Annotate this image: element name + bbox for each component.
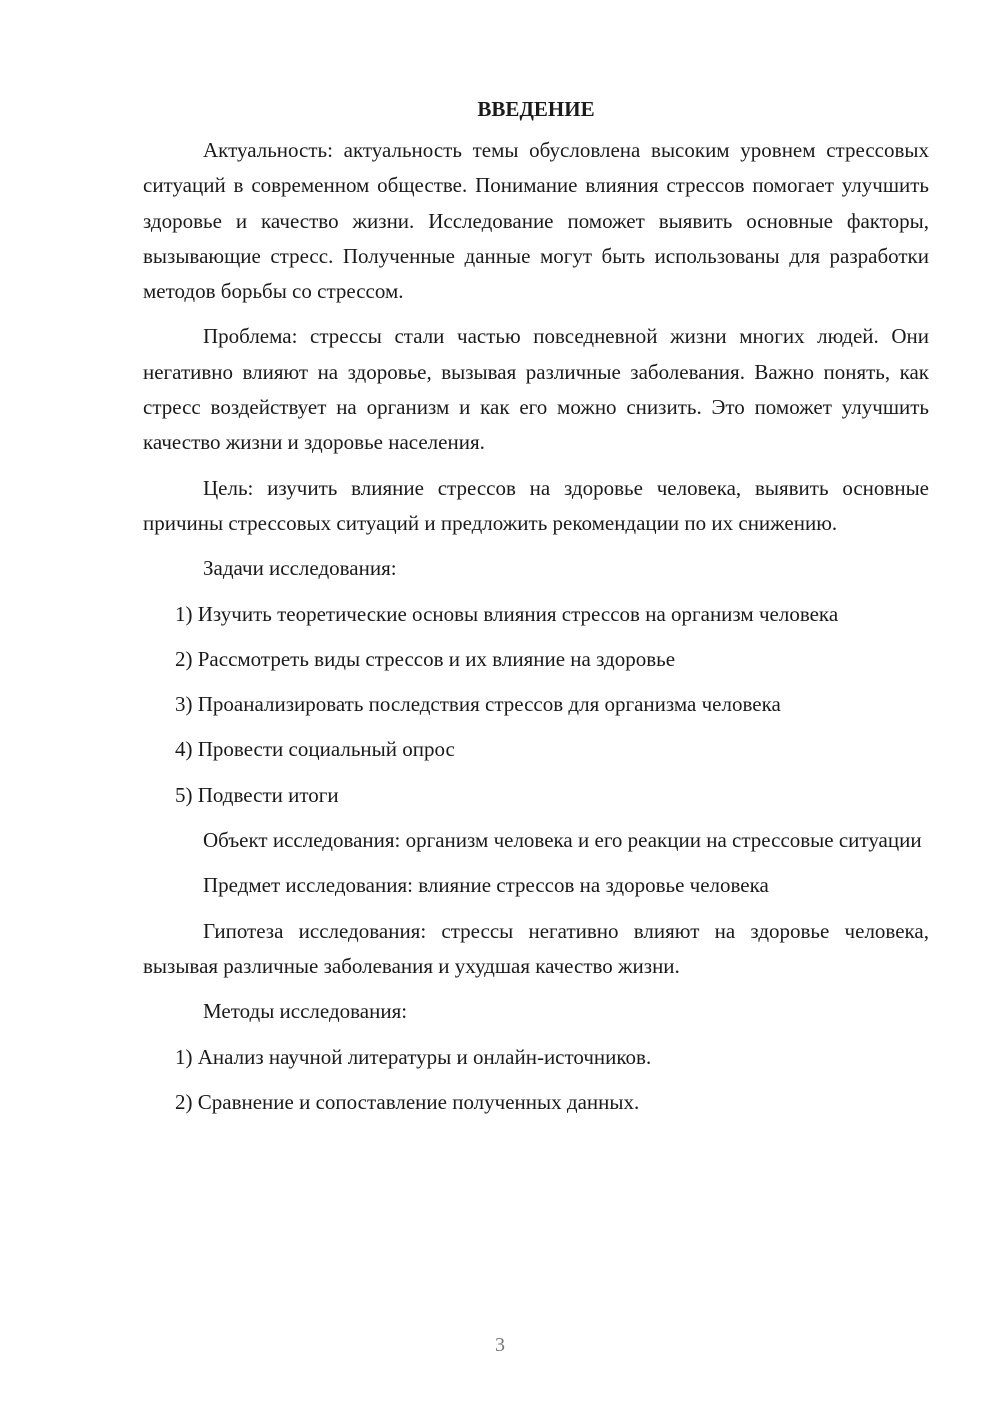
page-number: 3 [495,1334,505,1356]
methods-list [143,1040,929,1121]
task-item: 2) Рассмотреть виды стрессов и их влияние на здоровье [175,646,676,671]
page-title: ВВЕДЕНИЕ [477,97,595,121]
tasks-heading: Задачи исследования: [203,556,397,581]
document-page [143,92,929,1130]
method-item: 2) Сравнение и сопоставление полученных данных. [175,1089,640,1114]
goal-paragraph: Цель: изучить влияние стрессов на здоровье человека, выявить основные причины стрессовых ситуаций и предложить рекомендации по их снижению. [143,475,929,535]
problem-paragraph: Проблема: стрессы стали частью повседневной жизни многих людей. Они негативно влияют на здоровье, вызывая различные заболевания. Важно понять, как стресс воздействует на организм и как его можно снизить. Это поможет улучшить качество жизни и здоровье населения. [143,324,929,455]
subject-paragraph: Предмет исследования: влияние стрессов на здоровье человека [203,873,769,898]
task-item: 3) Проанализировать последствия стрессов для организма человека [175,692,781,717]
tasks-list [143,597,929,813]
hypothesis-paragraph: Гипотеза исследования: стрессы негативно влияют на здоровье человека, вызывая различные заболевания и ухудшая качество жизни. [143,918,929,978]
task-item: 4) Провести социальный опрос [175,737,455,762]
relevance-paragraph: Актуальность: актуальность темы обусловлена высоким уровнем стрессовых ситуаций в современном обществе. Понимание влияния стрессов помогает улучшить здоровье и качество жизни. Исследование поможет выявить основные факторы, вызывающие стресс. Полученные данные могут быть использованы для разработки методов борьбы со стрессом. [143,138,929,304]
task-item: 5) Подвести итоги [175,782,339,807]
methods-heading: Методы исследования: [203,999,408,1024]
object-paragraph: Объект исследования: организм человека и его реакции на стрессовые ситуации [203,828,922,853]
task-item: 1) Изучить теоретические основы влияния стрессов на организм человека [175,601,839,626]
method-item: 1) Анализ научной литературы и онлайн-источников. [175,1044,652,1069]
